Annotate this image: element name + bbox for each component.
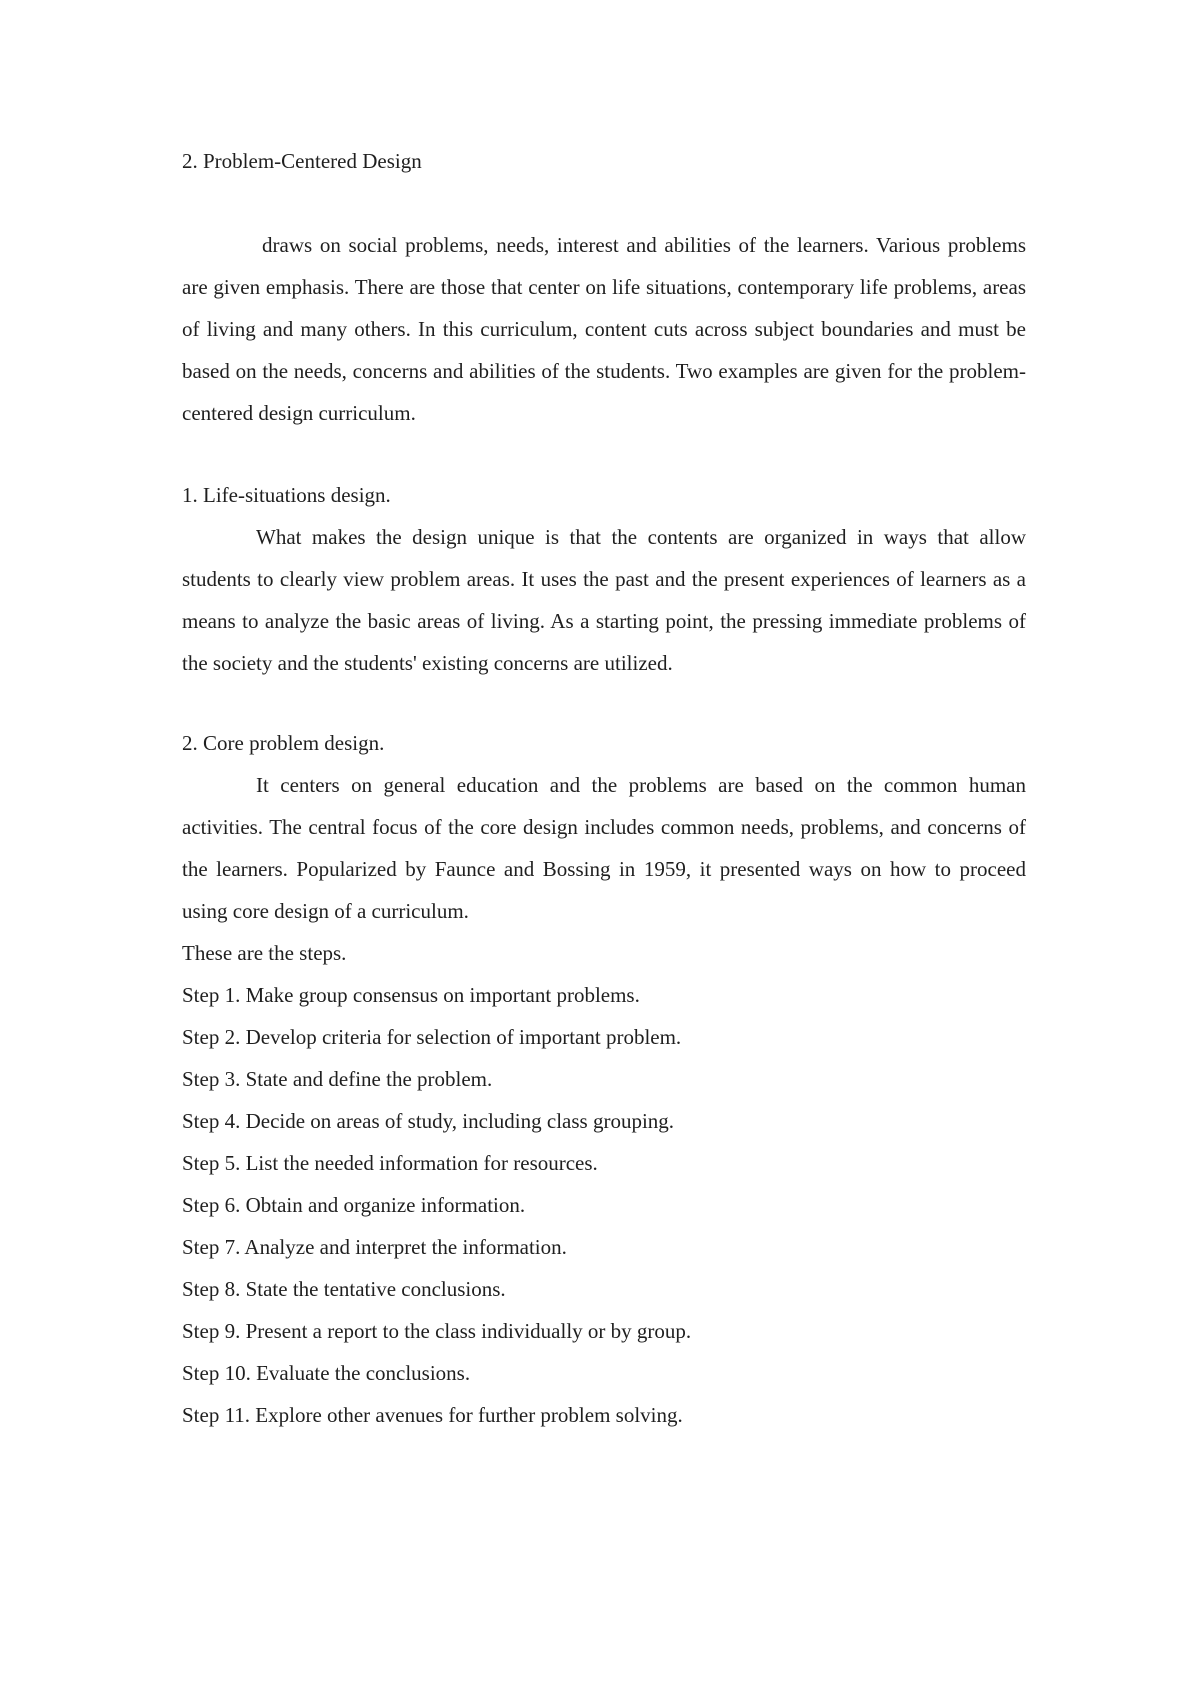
core-problem-title: 2. Core problem design. [182,731,385,755]
step-item: Step 1. Make group consensus on important problems. [182,983,640,1007]
step-item: Step 3. State and define the problem. [182,1067,493,1091]
intro-paragraph: draws on social problems, needs, interest and abilities of the learners. Various problems are given emphasis. There are those that center on life situations, contemporary life problems, areas of living and many others. In this curriculum, content cuts across subject boundaries and must be based on the needs, concerns and abilities of the students. Two examples are given for the problem- centered design curriculum. [182,233,1026,425]
steps-list [182,974,1026,1436]
spacer [182,434,1026,474]
step-item: Step 6. Obtain and organize information. [182,1193,526,1217]
step-item: Step 5. List the needed information for resources. [182,1151,598,1175]
step-item: Step 4. Decide on areas of study, including class grouping. [182,1109,675,1133]
step-item: Step 2. Develop criteria for selection of important problem. [182,1025,682,1049]
spacer [182,684,1026,722]
core-problem-paragraph: It centers on general education and the problems are based on the common human activities. The central focus of the core design includes common needs, problems, and concerns of the learners. Popularized by Faunce and Bossing in 1959, it presented ways on how to proceed using core design of a curriculum. [182,773,1026,923]
steps-intro: These are the steps. [182,941,347,965]
document-page [182,140,1026,1436]
life-situations-paragraph: What makes the design unique is that the contents are organized in ways that allow students to clearly view problem areas. It uses the past and the present experiences of learners as a means to analyze the basic areas of living. As a starting point, the pressing immediate problems of the society and the students' existing concerns are utilized. [182,525,1026,675]
step-item: Step 8. State the tentative conclusions. [182,1277,506,1301]
life-situations-title: 1. Life-situations design. [182,483,391,507]
section-title: 2. Problem-Centered Design [182,149,422,173]
step-item: Step 9. Present a report to the class individually or by group. [182,1319,692,1343]
spacer [182,182,1026,224]
step-item: Step 10. Evaluate the conclusions. [182,1361,471,1385]
step-item: Step 7. Analyze and interpret the information. [182,1235,567,1259]
step-item: Step 11. Explore other avenues for further problem solving. [182,1403,683,1427]
